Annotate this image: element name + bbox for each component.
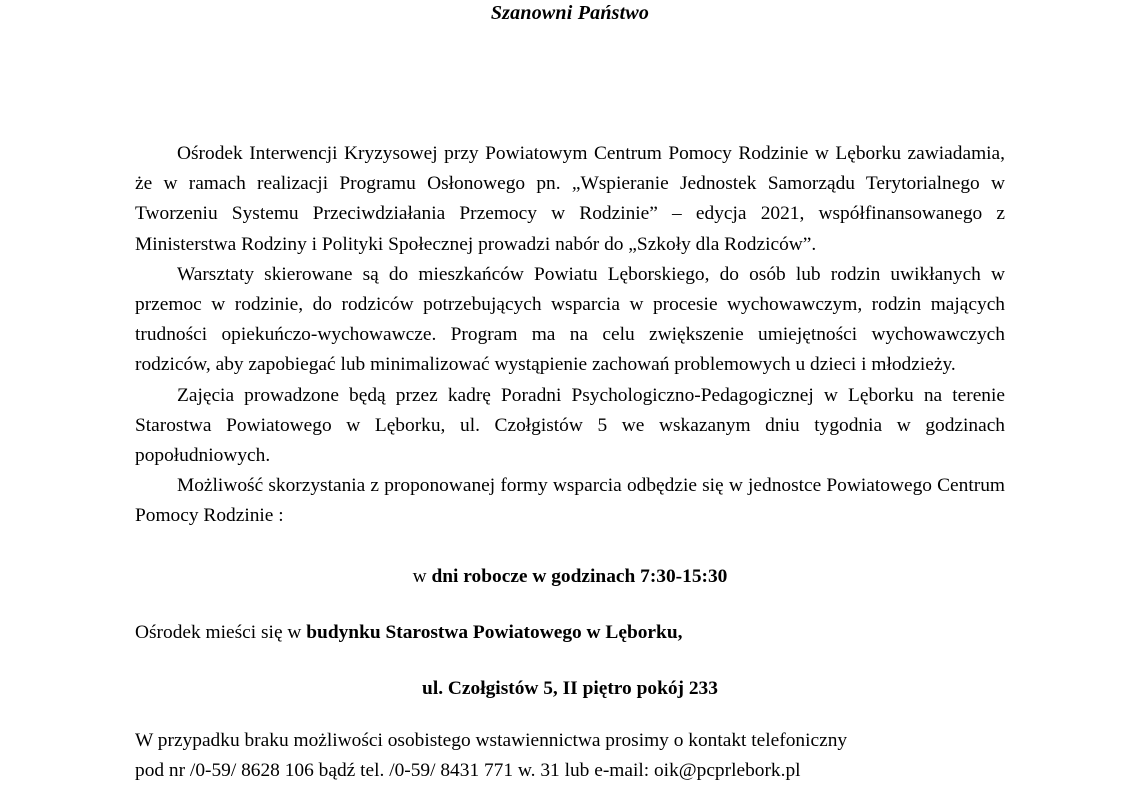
- spacer-before-contact: [135, 704, 1005, 726]
- page-title: Szanowni Państwo: [490, 2, 650, 24]
- office-location-line: [135, 618, 1005, 648]
- spacer-before-hours: [135, 532, 1005, 562]
- paragraph-contact-line2: pod nr /0-59/ 8628 106 bądź tel. /0-59/ 8431 771 w. 31 lub e-mail: oik@pcprlebork.pl: [135, 760, 801, 782]
- paragraph-workshop-audience: Warsztaty skierowane są do mieszkańców Powiatu Lęborskiego, do osób lub rodzin uwikłanych w przemoc w rodzinie, do rodziców potrzebujących wsparcia w procesie wychowawczym, rodzin mających trudności opiekuńczo-wychowawcze. Program ma na celu zwiększenie umiejętności wychowawczych rodziców, aby zapobiegać lub minimalizować wystąpienie zachowań problemowych u dzieci i młodzieży.: [135, 263, 1005, 376]
- office-location-prefix: Ośrodek mieści się w: [135, 621, 307, 643]
- office-hours-prefix: w: [412, 565, 432, 587]
- document-content: [135, 0, 1005, 787]
- paragraph-support-unit: Możliwość skorzystania z proponowanej formy wsparcia odbędzie się w jednostce Powiatowego Centrum Pomocy Rodzinie :: [135, 475, 1005, 527]
- spacer-before-address: [135, 648, 1005, 674]
- paragraph-contact-line1: W przypadku braku możliwości osobistego wstawiennictwa prosimy o kontakt telefoniczny: [135, 730, 848, 752]
- paragraph-program-announcement: Ośrodek Interwencji Kryzysowej przy Powiatowym Centrum Pomocy Rodzinie w Lęborku zawiadamia, że w ramach realizacji Programu Osłonowego pn. „Wspieranie Jednostek Samorządu Terytorialnego w Tworzeniu Systemu Przeciwdziałania Przemocy w Rodzinie” – edycja 2021, współfinansowanego z Ministerstwa Rodziny i Polityki Społecznej prowadzi nabór do „Szkoły dla Rodziców”.: [135, 143, 1005, 255]
- office-address-line: [135, 674, 1005, 704]
- heading-spacer: [135, 26, 1005, 139]
- office-location-value: budynku Starostwa Powiatowego w Lęborku,: [306, 621, 683, 643]
- office-hours-value: dni robocze w godzinach 7:30-15:30: [431, 565, 728, 587]
- paragraph-classes-location: Zajęcia prowadzone będą przez kadrę Poradni Psychologiczno-Pedagogicznej w Lęborku na terenie Starostwa Powiatowego w Lęborku, ul. Czołgistów 5 we wskazanym dniu tygodnia w godzinach popołudniowych.: [135, 384, 1005, 467]
- office-hours-line: [135, 562, 1005, 592]
- office-address-value: ul. Czołgistów 5, II piętro pokój 233: [422, 678, 718, 700]
- contact-paragraph-clip: [135, 726, 1005, 786]
- spacer-before-location: [135, 592, 1005, 618]
